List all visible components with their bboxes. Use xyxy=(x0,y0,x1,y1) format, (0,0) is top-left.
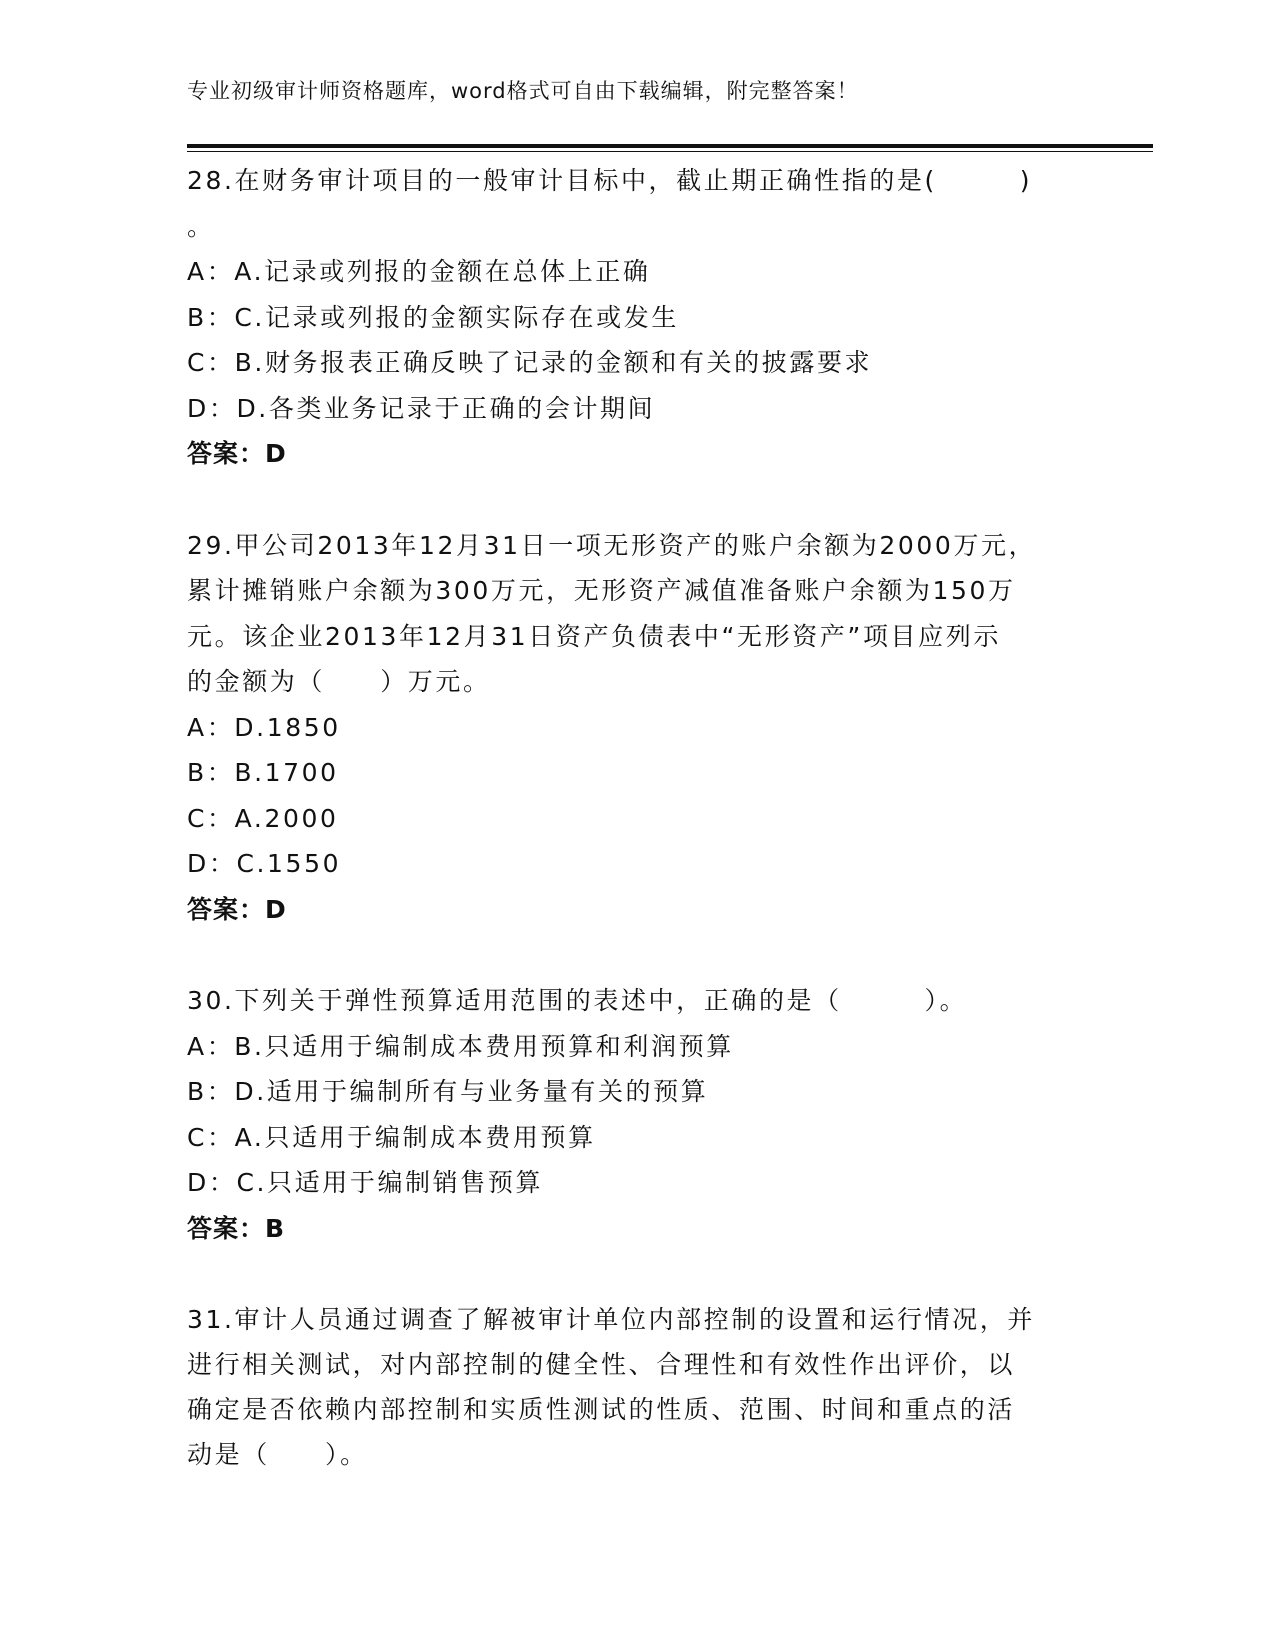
question-stem-line: 28.在财务审计项目的一般审计目标中，截止期正确性指的是( ) xyxy=(187,166,1033,195)
question-stem-line: 元。该企业2013年12月31日资产负债表中“无形资产”项目应列示 xyxy=(187,621,1001,651)
option-d: D：D.各类业务记录于正确的会计期间 xyxy=(187,393,656,423)
option-c: C：A.2000 xyxy=(187,803,339,833)
answer: 答案：D xyxy=(187,439,287,468)
question-stem-line: 累计摊销账户余额为300万元，无形资产减值准备账户余额为150万 xyxy=(187,576,1016,605)
page-header: 专业初级审计师资格题库，word格式可自由下载编辑，附完整答案！ xyxy=(187,79,859,103)
option-c: C：A.只适用于编制成本费用预算 xyxy=(187,1122,596,1152)
option-b: B：C.记录或列报的金额实际存在或发生 xyxy=(187,302,679,332)
question-stem-line: 确定是否依赖内部控制和实质性测试的性质、范围、时间和重点的活 xyxy=(187,1395,1016,1424)
header-divider-thin xyxy=(187,151,1153,152)
question-stem-line: 动是（ ）。 xyxy=(187,1440,368,1469)
question-list xyxy=(187,158,1087,1523)
question-stem-line: 的金额为（ ）万元。 xyxy=(187,667,491,696)
answer: 答案：B xyxy=(187,1213,286,1243)
option-a: A：D.1850 xyxy=(187,712,341,742)
question-stem-line: 30.下列关于弹性预算适用范围的表述中，正确的是（ ）。 xyxy=(187,986,968,1015)
question-stem-line: 29.甲公司2013年12月31日一项无形资产的账户余额为2000万元， xyxy=(187,530,1037,560)
option-c: C：B.财务报表正确反映了记录的金额和有关的披露要求 xyxy=(187,348,873,377)
question-31 xyxy=(187,1297,1087,1477)
question-28 xyxy=(187,158,1087,477)
option-a: A：A.记录或列报的金额在总体上正确 xyxy=(187,257,651,286)
question-29 xyxy=(187,523,1087,933)
question-stem-line: 进行相关测试，对内部控制的健全性、合理性和有效性作出评价，以 xyxy=(187,1350,1016,1379)
option-b: B：B.1700 xyxy=(187,758,339,787)
question-stem-line: 31.审计人员通过调查了解被审计单位内部控制的设置和运行情况，并 xyxy=(187,1305,1035,1334)
header-divider-thick xyxy=(187,144,1153,148)
option-d: D：C.1550 xyxy=(187,849,342,878)
answer: 答案：D xyxy=(187,894,287,924)
option-b: B：D.适用于编制所有与业务量有关的预算 xyxy=(187,1077,709,1106)
question-stem-line: 。 xyxy=(187,211,215,241)
option-a: A：B.只适用于编制成本费用预算和利润预算 xyxy=(187,1031,734,1061)
question-30 xyxy=(187,978,1087,1251)
option-d: D：C.只适用于编制销售预算 xyxy=(187,1168,544,1197)
